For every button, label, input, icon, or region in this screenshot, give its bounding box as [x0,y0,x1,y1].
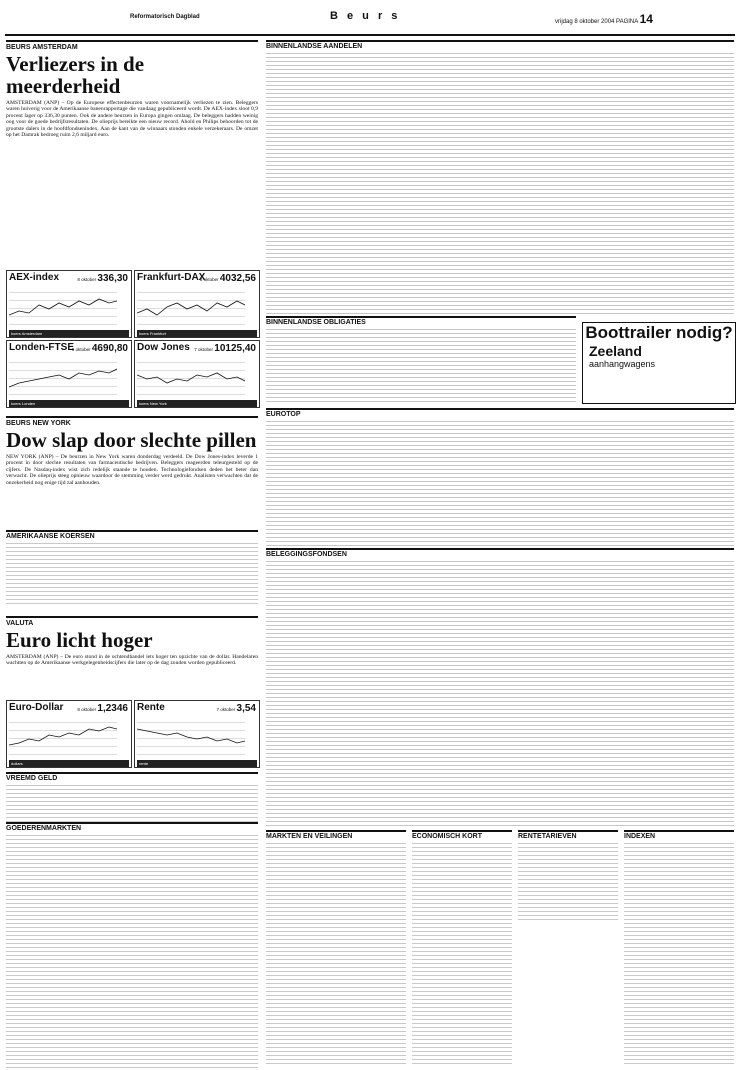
headline: Euro licht hoger [6,628,153,652]
page-date: vrijdag 8 oktober 2004 PAGINA 14 [555,12,653,26]
headline: Verliezers in de meerderheid [6,52,145,98]
page-header [0,0,738,36]
kicker: BEURS NEW YORK [6,416,258,427]
kicker: BEURS AMSTERDAM [6,40,258,51]
article-beurs-newyork [6,416,258,486]
beleggingsfondsen: BELEGGINGSFONDSEN [266,548,734,828]
chart-eurodollar: Euro-Dollar 8 oktober 1,2346 dollars [6,700,132,768]
goederenmarkten: GOEDERENMARKTEN [6,822,258,1070]
amerikaanse-koersen: AMERIKAANSE KOERSEN [6,530,258,606]
indexen: INDEXEN [624,830,734,1066]
headline: Dow slap door slechte pillen [6,428,257,452]
article-beurs-amsterdam [6,40,258,138]
section-name: B e u r s [330,10,401,22]
markten-en-veilingen: MARKTEN EN VEILINGEN [266,830,406,1066]
chart-rente: Rente 7 oktober 3,54 rente [134,700,260,768]
kicker: VALUTA [6,616,258,627]
article-valuta [6,616,258,667]
ad-sub: aanhangwagens [589,359,656,369]
chart-ftse: Londen-FTSE 8 oktober 4690,80 koers Londen [6,340,132,408]
article-body: AMSTERDAM (ANP) – Op de Europese effectenbeurzen waren voornamelijk verliezen te zien. Beleggers waren huiverig voor de Amerikaanse banenrapportage die vandaag gepubliceerd wordt. De AEX-index sloot 0,9 procent lager op 336,30 punten. Ook de andere beurzen in Europa gingen omlaag. De beleggers hadden weinig oog voor de goede bedrijfsresultaten. De olieprijs bereikte een nieuw record. Ahold en Philips behoorden tot de grootste dalers in de hoofdfondsenindex. Aan de kant van de winnaars stonden enkele verzekeraars. De omzet op het Damrak bedroeg ruim 2,6 miljard euro. [6,100,258,139]
header-rule [5,34,735,36]
binnenlandse-obligaties: BINNENLANDSE OBLIGATIES [266,316,576,404]
binnenlandse-aandelen: BINNENLANDSE AANDELEN [266,40,734,316]
eurotop: EUROTOP [266,408,734,546]
economisch-kort: ECONOMISCH KORT [412,830,512,1066]
article-body: NEW YORK (ANP) – De beurzen in New York waren donderdag verdeeld. De Dow Jones-index leverde 1 procent in door slechte resultaten van farmaceutische bedrijven. Beleggers reageerden teleurgesteld op de cijfers. De Nasdaq-index wist zich redelijk staande te houden. Technologiefondsen deden het beter dan verwacht. De olieprijs steeg opnieuw waardoor de stemming verder werd gedrukt. Analisten verwachten dat de onzekerheid nog enige tijd zal aanhouden. [6,454,258,486]
rentetarieven: RENTETARIEVEN [518,830,618,920]
article-body: AMSTERDAM (ANP) – De euro stond in de ochtendhandel iets hoger ten opzichte van de dollar. Handelaren wachtten op de Amerikaanse werkgelegenheidscijfers die later op de dag zouden worden gepubliceerd. [6,654,258,667]
vreemd-geld: VREEMD GELD [6,772,258,822]
ad-title: Boottrailer nodig? [585,323,733,342]
boottrailer-ad[interactable] [582,322,736,404]
chart-dowjones: Dow Jones 7 oktober 10125,40 koers New York [134,340,260,408]
chart-aex: AEX-index 8 oktober 336,30 koers Amsterdam [6,270,132,338]
ad-brand: Zeeland [589,343,642,359]
publication-name: Reformatorisch Dagblad [130,14,200,20]
chart-dax: Frankfurt-DAX 8 oktober 4032,56 koers Frankfurt [134,270,260,338]
